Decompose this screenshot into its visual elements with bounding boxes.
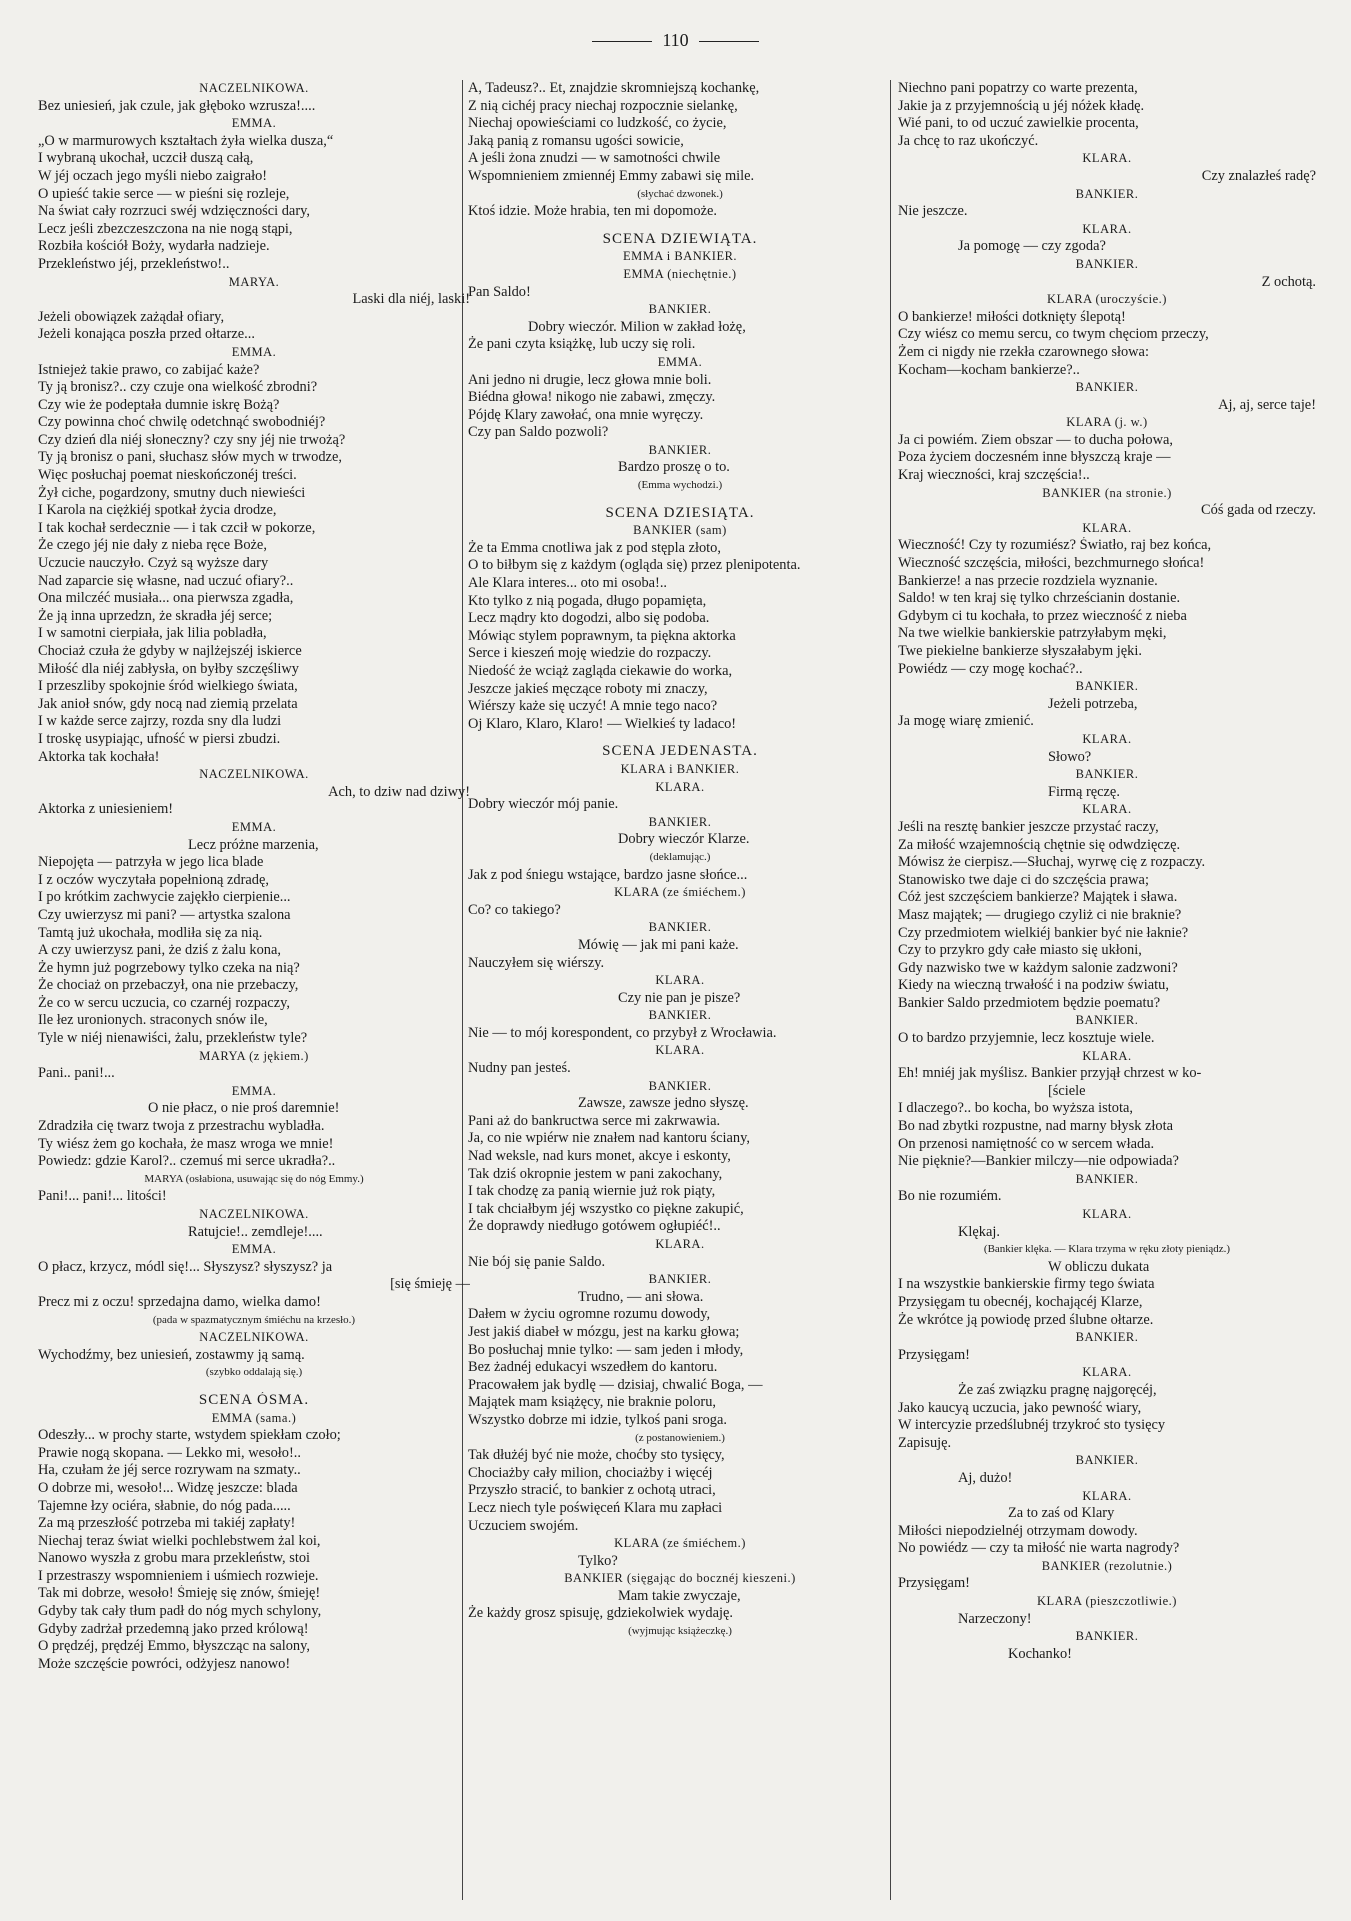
- speaker-name: KLARA.: [1082, 151, 1132, 166]
- verse-line: Lecz jeśli zbezczeszczona na nie nogą stąpi,: [38, 220, 293, 237]
- speaker-name: KLARA.: [1082, 802, 1132, 817]
- verse-line: Aj, aj, serce taje!: [1218, 396, 1316, 413]
- verse-line: I Karola na ciężkiéj spotkał życia drodze,: [38, 502, 277, 519]
- speaker-name: MARYA (z jękiem.): [199, 1048, 309, 1063]
- speaker-name: BANKIER.: [648, 920, 712, 935]
- verse-line: Stanowisko twe daje ci do szczęścia prawa;: [898, 871, 1149, 888]
- verse-line: O dobrze mi, wesoło!... Widzę jeszcze: blada: [38, 1479, 298, 1496]
- verse-line: Chociaż czuła że gdyby w najlżejszéj iskierce: [38, 643, 302, 659]
- speaker-name: BANKIER.: [1075, 1453, 1139, 1468]
- speaker-name: BANKIER (na stronie.): [1042, 485, 1172, 500]
- verse-line: Że zaś związku pragnę najgoręcéj,: [958, 1381, 1157, 1398]
- verse-line: Ja, co nie wpiérw nie znałem nad kantoru ściany,: [468, 1130, 750, 1147]
- verse-line: Ratujcie!.. zemdleje!....: [188, 1223, 323, 1240]
- speaker-name: KLARA.: [1082, 520, 1132, 535]
- verse-line: Jako kaucyą uczucia, jako pewność wiary,: [898, 1399, 1142, 1416]
- verse-line: Pani!... pani!... litości!: [38, 1188, 167, 1205]
- speaker-name: BANKIER.: [648, 1008, 712, 1023]
- verse-line: Zawsze, zawsze jedno słyszę.: [578, 1095, 749, 1112]
- verse-line: Wieczność! Czy ty rozumiész? Światło, raj bez końca,: [898, 537, 1212, 554]
- verse-line: Wieczność szczęścia, miłości, bezchmurnego słońca!: [898, 555, 1205, 572]
- speaker-name: BANKIER (sam): [633, 523, 727, 538]
- verse-line: Pójdę Klary zawołać, ona mnie wyręczy.: [468, 406, 704, 423]
- verse-line: Uczucie nauczyło. Czyż są wyższe dary: [38, 555, 269, 572]
- page-number: 110: [662, 30, 689, 50]
- verse-line: W jéj oczach jego myśli niebo zaigrało!: [38, 167, 268, 184]
- verse-line: O nie płacz, o nie proś daremnie!: [148, 1100, 340, 1117]
- header-rule-right: [699, 41, 759, 42]
- verse-line: Trudno, — ani słowa.: [578, 1288, 704, 1305]
- verse-line: Oj Klaro, Klaro, Klaro! — Wielkieś ty ladaco!: [468, 715, 737, 732]
- verse-line: I przeszliby spokojnie śród wielkiego świata,: [38, 678, 298, 695]
- speaker-name: BANKIER (rezolutnie.): [1041, 1558, 1173, 1573]
- stage-direction: (Bankier klęka. — Klara trzyma w ręku złoty pieniądz.): [983, 1243, 1231, 1256]
- verse-line: Jeżeli obowiązek zażądał ofiary,: [38, 308, 225, 325]
- speaker-name: EMMA.: [231, 116, 277, 131]
- verse-line: Tamtą już ukochała, modliła się za nią.: [38, 924, 263, 941]
- verse-line: Pani aż do bankructwa serce mi zakrwawia.: [468, 1112, 721, 1129]
- speaker-name: NACZELNIKOWA.: [199, 767, 309, 782]
- speaker-name: KLARA (ze śmiéchem.): [614, 885, 746, 900]
- speaker-name: KLARA i BANKIER.: [620, 761, 740, 776]
- verse-line: Niechaj teraz świat wielki pochlebstwem żal koi,: [38, 1532, 321, 1549]
- verse-line: [się śmieję —: [390, 1276, 470, 1293]
- verse-line: Ty ją bronisz o pani, słuchasz słów mych w trwodze,: [38, 449, 342, 466]
- stage-direction: (słychać dzwonek.): [637, 187, 723, 200]
- scene-heading: SCENA DZIEWIĄTA.: [602, 230, 758, 247]
- verse-line: Czy wiész co memu sercu, co twym chęciom przeczy,: [898, 326, 1209, 343]
- verse-line: Klękaj.: [958, 1223, 1000, 1240]
- verse-line: Gdyby zadrżał przedemną jako przed królową!: [38, 1620, 309, 1637]
- verse-line: Mówisz że cierpisz.—Słuchaj, wyrwę cię z rozpaczy.: [898, 854, 1206, 871]
- verse-line: Ktoś idzie. Może hrabia, ten mi dopomoże.: [468, 203, 717, 220]
- speaker-name: BANKIER.: [1075, 1171, 1139, 1186]
- speaker-name: BANKIER.: [1075, 186, 1139, 201]
- verse-line: „O w marmurowych kształtach żyła wielka dusza,“: [38, 132, 334, 149]
- speaker-name: KLARA.: [1082, 1488, 1132, 1503]
- verse-line: O prędzéj, prędzéj Emmo, błyszcząc na salony,: [38, 1638, 310, 1655]
- speaker-name: EMMA i BANKIER.: [622, 249, 738, 264]
- verse-line: Żem ci nigdy nie rzekła czarownego słowa:: [898, 343, 1149, 360]
- speaker-name: NACZELNIKOWA.: [199, 1207, 309, 1221]
- stage-direction: (Emma wychodzi.): [637, 479, 723, 492]
- speaker-name: BANKIER.: [648, 814, 712, 829]
- verse-line: Więc posłuchaj poemat nieskończonéj treści.: [38, 467, 297, 484]
- verse-line: Miłości niepodzielnéj otrzymam dowody.: [898, 1522, 1138, 1539]
- verse-line: Czy pan Saldo pozwoli?: [468, 424, 609, 441]
- text-column-1: [38, 80, 470, 1910]
- verse-line: Czy to przykro gdy całe miasto się ukłoni,: [898, 942, 1142, 959]
- verse-line: Precz mi z oczu! sprzedajna damo, wielka damo!: [38, 1293, 321, 1310]
- verse-line: Jeszcze jakieś męczące roboty mi znaczy,: [468, 680, 708, 697]
- speaker-name: EMMA.: [231, 1083, 277, 1098]
- verse-line: Że hymn już pogrzebowy tylko czeka na nią?: [38, 959, 300, 976]
- speaker-name: BANKIER.: [1075, 1013, 1139, 1028]
- verse-line: Miłość dla niéj zabłysła, on byłby szczęśliwy: [38, 660, 299, 677]
- verse-line: A czy uwierzysz pani, że dziś z żalu kona,: [38, 942, 281, 959]
- verse-line: On przenosi namiętność co w sercem włada.: [898, 1135, 1155, 1152]
- page-header: [0, 30, 1351, 51]
- verse-line: Aktorka z uniesieniem!: [38, 801, 174, 818]
- verse-line: Wiérszy każe się uczyć! A mnie tego naco?: [468, 698, 718, 715]
- speaker-name: BANKIER.: [648, 1078, 712, 1093]
- speaker-name: KLARA.: [1082, 1048, 1132, 1063]
- verse-line: Nudny pan jesteś.: [468, 1060, 571, 1077]
- verse-line: I na wszystkie bankierskie firmy tego świata: [898, 1276, 1155, 1293]
- speaker-name: BANKIER.: [648, 1272, 712, 1287]
- stage-direction: (z postanowieniem.): [635, 1431, 725, 1444]
- speaker-name: KLARA (pieszczotliwie.): [1037, 1594, 1177, 1609]
- verse-line: No powiédz — czy ta miłość nie warta nagrody?: [898, 1540, 1180, 1557]
- verse-line: Jak z pod śniegu wstające, bardzo jasne słońce...: [468, 866, 748, 883]
- verse-line: Wspomnieniem zmiennéj Emmy zabawi się mile.: [468, 167, 755, 184]
- verse-line: Firmą ręczę.: [1048, 783, 1120, 800]
- verse-line: Bo nad zbytki rozpustne, nad marny błysk złota: [898, 1118, 1173, 1135]
- verse-line: Że chociaż on przebaczył, ona nie przebaczy,: [38, 977, 299, 994]
- verse-line: Wychodźmy, bez uniesień, zostawmy ją samą.: [38, 1346, 305, 1363]
- verse-line: I po krótkim zachwycie zajękło cierpienie...: [38, 889, 291, 906]
- verse-line: Bankier Saldo przedmiotem będzie poematu?: [898, 994, 1161, 1011]
- verse-line: I tak chodzę za panią wiernie już rok piąty,: [468, 1183, 716, 1200]
- verse-line: Jeżeli konająca poszła przed ołtarze...: [38, 326, 255, 343]
- verse-line: Bardzo proszę o to.: [618, 459, 730, 476]
- speaker-name: KLARA.: [655, 973, 705, 988]
- verse-line: Może szczęście powróci, odżyjesz nanowo!: [38, 1655, 291, 1672]
- verse-line: Eh! mniéj jak myślisz. Bankier przyjął chrzest w ko-: [898, 1065, 1202, 1082]
- verse-line: Aktorka tak kochała!: [38, 748, 160, 765]
- verse-line: I troskę usypiając, ufność w piersi zbudzi.: [38, 730, 281, 747]
- speaker-name: EMMA (niechętnie.): [623, 266, 737, 281]
- verse-line: A jeśli żona znudzi — w samotności chwile: [468, 150, 721, 167]
- verse-line: Twe piekielne bankierze słyszałabym jęki.: [898, 643, 1142, 659]
- verse-line: Wszystko dobrze mi idzie, tylkoś pani sroga.: [468, 1411, 727, 1428]
- verse-line: I tak chciałbym jéj wszystko co piękne zakupić,: [468, 1200, 744, 1217]
- speaker-name: KLARA.: [655, 1043, 705, 1058]
- verse-line: Gdyby tak cały tłum padł do nóg mych schylony,: [38, 1603, 322, 1620]
- verse-line: Ani jedno ni drugie, lecz głowa mnie boli.: [468, 371, 712, 388]
- verse-line: Kocham—kocham bankierze?..: [898, 361, 1080, 378]
- verse-line: Z ochotą.: [1261, 273, 1316, 290]
- stage-direction: (szybko oddalają się.): [205, 1366, 303, 1379]
- verse-line: Że pani czyta książkę, lub uczy się roli.: [468, 336, 696, 353]
- verse-line: Że doprawdy niedługo gotówem ogłupiéć!..: [468, 1218, 721, 1235]
- stage-direction: (wyjmując książeczkę.): [628, 1625, 732, 1638]
- text-column-2: [468, 80, 892, 1910]
- verse-line: Saldo! w ten kraj się tylko chrześcianin dostanie.: [898, 590, 1181, 607]
- verse-line: Ty ją bronisz?.. czy czuje ona wielkość zbrodni?: [38, 379, 318, 396]
- verse-line: Ty wiész żem go kochała, że masz wroga we mnie!: [38, 1135, 334, 1152]
- speaker-name: BANKIER.: [648, 302, 712, 317]
- verse-line: Czy uwierzysz mi pani? — artystka szalona: [38, 906, 291, 923]
- verse-line: Aj, dużo!: [958, 1469, 1013, 1486]
- verse-line: Tak dziś okropnie jestem w pani zakochany,: [468, 1165, 723, 1182]
- verse-line: Ona milczéć musiała... ona pierwsza zgadła,: [38, 590, 294, 607]
- verse-line: Słowo?: [1048, 748, 1092, 765]
- speaker-name: MARYA.: [228, 274, 280, 289]
- verse-line: Nanowo wyszła z grobu mara przekleństw, stoi: [38, 1550, 311, 1567]
- verse-line: Cóś gada od rzeczy.: [1201, 502, 1316, 519]
- speaker-name: KLARA.: [1082, 221, 1132, 236]
- verse-line: Odeszły... w prochy starte, wstydem spiekłam czoło;: [38, 1427, 341, 1444]
- verse-line: W intercyzie przedślubnéj trzykroć sto tysięcy: [898, 1417, 1166, 1434]
- verse-line: Niechno pani popatrzy co warte prezenta,: [898, 80, 1138, 96]
- verse-line: Czy wie że podeptała dumnie iskrę Bożą?: [38, 396, 280, 413]
- verse-line: Nie jeszcze.: [898, 203, 968, 220]
- verse-line: Żył ciche, pogardzony, smutny duch niewieści: [38, 484, 306, 501]
- verse-line: Laski dla niéj, laski!: [352, 291, 470, 308]
- stage-direction: (deklamując.): [649, 850, 711, 863]
- verse-line: Dobry wieczór mój panie.: [468, 796, 619, 813]
- verse-line: Że ją inna uprzedzn, że skradła jéj serce;: [38, 607, 273, 624]
- verse-line: I w każde serce zajrzy, rozda sny dla ludzi: [38, 713, 282, 730]
- speaker-name: KLARA (uroczyście.): [1047, 292, 1167, 307]
- verse-line: Że wkrótce ją powiodę przed ślubne ołtarze.: [898, 1311, 1154, 1328]
- verse-line: Niedość że wciąż zagląda ciekawie do worka,: [468, 663, 733, 679]
- verse-line: Że co w sercu uczucia, co czarnéj rozpaczy,: [38, 994, 290, 1011]
- verse-line: Rozbiła kościół Boży, wydarła nadzieje.: [38, 238, 270, 255]
- verse-line: O to biłbym się z każdym (ogląda się) przez plenipotenta.: [468, 557, 801, 574]
- speaker-name: BANKIER.: [1075, 256, 1139, 271]
- verse-line: Ja mogę wiarę zmienić.: [898, 713, 1034, 730]
- verse-line: Jak anioł snów, gdy nocą nad ziemią przelata: [38, 695, 298, 712]
- speaker-name: BANKIER.: [1075, 1629, 1139, 1644]
- verse-line: Jaką panią z romansu ugości sowicie,: [468, 132, 684, 149]
- verse-line: Jeśli na resztę bankier jeszcze przystać raczy,: [898, 818, 1159, 835]
- verse-line: Gdybym ci tu kochała, to przez wieczność z nieba: [898, 607, 1187, 624]
- verse-line: Niechaj opowieściami co ludzkość, co życie,: [468, 115, 727, 132]
- verse-line: O to bardzo przyjemnie, lecz kosztuje wiele.: [898, 1030, 1155, 1047]
- speaker-name: BANKIER.: [1075, 679, 1139, 694]
- verse-line: Na twe wielkie bankierskie patrzyłabym męki,: [898, 625, 1167, 642]
- verse-line: Co? co takiego?: [468, 901, 561, 918]
- speaker-name: KLARA (ze śmiéchem.): [614, 1536, 746, 1551]
- verse-line: Przysięgam!: [898, 1575, 970, 1592]
- verse-line: Dobry wieczór Klarze.: [618, 831, 750, 848]
- verse-line: Lecz niech tyle poświęceń Klara mu zapłaci: [468, 1499, 723, 1516]
- verse-line: I z oczów wyczytała popełnioną zdradę,: [38, 871, 269, 888]
- speaker-name: KLARA.: [1082, 731, 1132, 746]
- verse-line: Przyszło stracić, to bankier z ochotą utraci,: [468, 1482, 716, 1499]
- verse-line: W obliczu dukata: [1048, 1258, 1150, 1275]
- verse-line: Przysięgam!: [898, 1346, 970, 1363]
- verse-line: Nie bój się panie Saldo.: [468, 1253, 606, 1270]
- verse-line: Majątek mam książęcy, nie braknie poloru,: [468, 1394, 717, 1411]
- stage-direction: MARYA (osłabiona, usuwając się do nóg Emmy.): [144, 1172, 364, 1185]
- verse-line: Nauczyłem się wiérszy.: [468, 954, 605, 971]
- verse-line: Że ta Emma cnotliwa jak z pod stępla złoto,: [468, 539, 721, 556]
- verse-line: I przestraszy wspomnieniem i uśmiech rozwieje.: [38, 1567, 319, 1584]
- verse-line: Mam takie zwyczaje,: [618, 1587, 741, 1604]
- verse-line: I dlaczego?.. bo kocha, bo wyższa istota,: [898, 1100, 1133, 1117]
- verse-line: O bankierze! miłości dotknięty ślepotą!: [898, 308, 1126, 325]
- verse-line: I tak kochał serdecznie — i tak czcił w pokorze,: [38, 519, 316, 536]
- verse-line: Zapisuję.: [898, 1434, 952, 1451]
- verse-line: Nie — to mój korespondent, co przybył z Wrocławia.: [468, 1024, 777, 1041]
- verse-line: Czy przedmiotem wielkiéj bankier być nie łaknie?: [898, 924, 1189, 941]
- speaker-name: EMMA.: [231, 1242, 277, 1257]
- verse-line: A, Tadeusz?.. Et, znajdzie skromniejszą kochankę,: [468, 80, 760, 96]
- verse-line: Kto tylko z nią pogada, długo popamięta,: [468, 592, 707, 609]
- verse-line: Bez żadnéj edukacyi wszedłem do kantoru.: [468, 1359, 718, 1376]
- verse-line: Dobry wieczór. Milion w zakład łożę,: [528, 318, 746, 335]
- verse-line: Tyle w niéj nienawiści, żalu, przekleństw tyle?: [38, 1030, 308, 1047]
- verse-line: Mówię — jak mi pani każe.: [578, 936, 739, 953]
- verse-line: Tylko?: [578, 1552, 618, 1569]
- speaker-name: KLARA.: [655, 779, 705, 794]
- verse-line: Czy powinna choć chwilę odetchnąć swobodniéj?: [38, 414, 326, 431]
- verse-line: Masz majątek; — drugiego czyliż ci nie braknie?: [898, 906, 1182, 923]
- verse-line: Jeżeli potrzeba,: [1048, 695, 1138, 712]
- verse-line: Dałem w życiu ogromne rozumu dowody,: [468, 1306, 711, 1323]
- verse-line: Bez uniesień, jak czule, jak głęboko wzrusza!....: [38, 97, 316, 114]
- verse-line: Czy znalazłeś radę?: [1201, 167, 1316, 184]
- verse-line: [ściele: [1048, 1082, 1086, 1099]
- verse-line: Kochanko!: [1008, 1645, 1072, 1662]
- speaker-name: KLARA.: [655, 1237, 705, 1251]
- verse-line: Przysięgam tu obecnéj, kochającéj Klarze,: [898, 1293, 1143, 1310]
- verse-line: Ja pomogę — czy zgoda?: [958, 238, 1106, 255]
- verse-line: Czy dzień dla niéj słoneczny? czy sny jéj nie trwożą?: [38, 431, 346, 448]
- header-rule-left: [592, 41, 652, 42]
- verse-line: Prawie nogą skopana. — Lekko mi, wesoło!..: [38, 1444, 301, 1461]
- verse-line: Jest jakiś diabeł w mózgu, jest na karku głowa;: [468, 1323, 740, 1340]
- verse-line: Ale Klara interes... oto mi osoba!..: [468, 575, 668, 592]
- verse-line: Poza życiem doczesném inne błyszczą kraje —: [898, 449, 1171, 466]
- speaker-name: KLARA (j. w.): [1066, 415, 1148, 430]
- verse-line: Za miłość wzajemnością chętnie się odwdzięczę.: [898, 836, 1181, 853]
- verse-line: Ja ci powiém. Ziem obszar — to ducha połowa,: [898, 431, 1173, 448]
- speaker-name: BANKIER.: [1075, 767, 1139, 782]
- verse-line: I w samotni cierpiała, jak lilia pobladła,: [38, 625, 267, 642]
- verse-line: Narzeczony!: [958, 1610, 1032, 1627]
- verse-line: Pan Saldo!: [468, 283, 531, 300]
- verse-line: Ile łez uronionych. straconych snów ile,: [38, 1012, 268, 1029]
- verse-line: Z nią cichéj pracy niechaj rozpocznie sielankę,: [468, 97, 738, 114]
- speaker-name: BANKIER.: [1075, 380, 1139, 395]
- verse-line: Serce i kieszeń moję wiedzie do rozpaczy.: [468, 645, 712, 662]
- verse-line: Nad zaparcie się własne, nad uczuć ofiary?..: [38, 572, 294, 589]
- verse-line: Wié pani, to od uczuć zawielkie procenta,: [898, 115, 1139, 132]
- verse-line: Że czego jéj nie dały z niebа ręce Boże,: [38, 537, 267, 554]
- verse-line: Istniejeż takie prawo, co zabijać każe?: [38, 361, 260, 378]
- speaker-name: EMMA (sama.): [211, 1410, 297, 1425]
- verse-line: Ja chcę to raz ukończyć.: [898, 132, 1039, 149]
- verse-line: I wybraną ukochał, uczcił duszą całą,: [38, 150, 254, 167]
- speaker-name: NACZELNIKOWA.: [199, 1330, 309, 1345]
- verse-line: Mówiąc stylem poprawnym, ta piękna aktorka: [468, 627, 736, 644]
- speaker-name: EMMA.: [231, 819, 277, 834]
- verse-line: Że każdy grosz spisuję, gdziekolwiek wydaję.: [468, 1605, 733, 1622]
- verse-line: Ha, czułam że jéj serce rozrywam na szmaty..: [38, 1462, 301, 1479]
- verse-line: Tak mi dobrze, wesoło! Śmieję się znów, śmieję!: [38, 1585, 321, 1602]
- verse-line: Gdy nazwisko twe w każdym salonie zadzwoni?: [898, 959, 1178, 976]
- verse-line: Lecz próżne marzenia,: [188, 836, 319, 853]
- verse-line: Powiédz — czy mogę kochać?..: [898, 660, 1083, 677]
- speaker-name: EMMA.: [231, 344, 277, 359]
- verse-line: O płacz, krzycz, módl się!... Słyszysz? słyszysz? ja: [38, 1258, 333, 1275]
- verse-line: Tak dłużéj być nie może, choćby sto tysięcy,: [468, 1447, 725, 1464]
- verse-line: Jakie ja z przyjemnością u jéj nóżek kładę.: [898, 97, 1145, 114]
- verse-line: Kraj wieczności, kraj szczęścia!..: [898, 467, 1090, 484]
- speaker-name: BANKIER.: [1075, 1330, 1139, 1345]
- verse-line: Niepojęta — patrzyła w jego lica blade: [38, 854, 264, 871]
- speaker-name: EMMA.: [657, 354, 703, 369]
- verse-line: Na świat cały rozrzuci swéj wdzięczności dary,: [38, 203, 310, 220]
- scene-heading: SCENA DZIESIĄTA.: [605, 504, 755, 521]
- stage-direction: (pada w spazmatycznym śmiéchu na krzesło.): [152, 1313, 356, 1326]
- verse-line: Cóż jest szczęściem bankierze? Majątek i sława.: [898, 889, 1178, 906]
- speaker-name: KLARA.: [1082, 1207, 1132, 1221]
- verse-line: Kiedy na wieczną trwałość i na podziw światu,: [898, 977, 1169, 994]
- text-column-3: [898, 80, 1316, 1910]
- verse-line: Czy nie pan je pisze?: [618, 989, 741, 1006]
- speaker-name: BANKIER.: [648, 442, 712, 457]
- verse-line: Bo posłuchaj mnie tylko: — sam jeden i młody,: [468, 1341, 744, 1358]
- verse-line: Za to zaś od Klary: [1008, 1505, 1115, 1522]
- verse-line: Chociażby cały milion, chociażby i więcéj: [468, 1464, 713, 1481]
- verse-line: Ach, to dziw nad dziwy!: [328, 783, 470, 800]
- verse-line: Bankierze! a nas przecie rozdziela wyznanie.: [898, 572, 1158, 589]
- scene-heading: SCENA JEDENASTA.: [602, 743, 758, 760]
- verse-line: Powiedz: gdzie Karol?.. czemuś mi serce ukradła?..: [38, 1153, 336, 1170]
- verse-line: Przekleństwo jéj, przekleństwo!..: [38, 255, 230, 272]
- speaker-name: KLARA.: [1082, 1365, 1132, 1380]
- scene-heading: SCENA ÓSMA.: [198, 1391, 310, 1408]
- speaker-name: NACZELNIKOWA.: [199, 81, 309, 95]
- verse-line: O upieść takie serce — w pieśni się rozleje,: [38, 185, 290, 202]
- speaker-name: BANKIER (sięgając do bocznéj kieszeni.): [564, 1571, 796, 1586]
- verse-line: Bo nie rozumiém.: [898, 1188, 1002, 1205]
- verse-line: Uczuciem swojém.: [468, 1517, 579, 1534]
- verse-line: Zdradziła cię twarz twoja z przestrachu wybladła.: [38, 1118, 325, 1135]
- verse-line: Lecz mądry kto dogodzi, albo się podoba.: [468, 610, 710, 627]
- verse-line: Biédna głowa! nikogo nie zabawi, zmęczy.: [468, 389, 716, 406]
- verse-line: Pani.. pani!...: [38, 1065, 115, 1082]
- verse-line: Nad weksle, nad kurs monet, akcye i eskonty,: [468, 1148, 731, 1165]
- verse-line: Pracowałem jak bydlę — dzisiaj, chwalić Boga, —: [468, 1376, 763, 1393]
- verse-line: Nie pięknie?—Bankier milczy—nie odpowiada?: [898, 1153, 1179, 1170]
- verse-line: Tajemne łzy ociéra, słabnie, do nóg pada.....: [38, 1497, 291, 1514]
- verse-line: Za mą przeszłość potrzeba mi takiéj zapłaty!: [38, 1515, 296, 1532]
